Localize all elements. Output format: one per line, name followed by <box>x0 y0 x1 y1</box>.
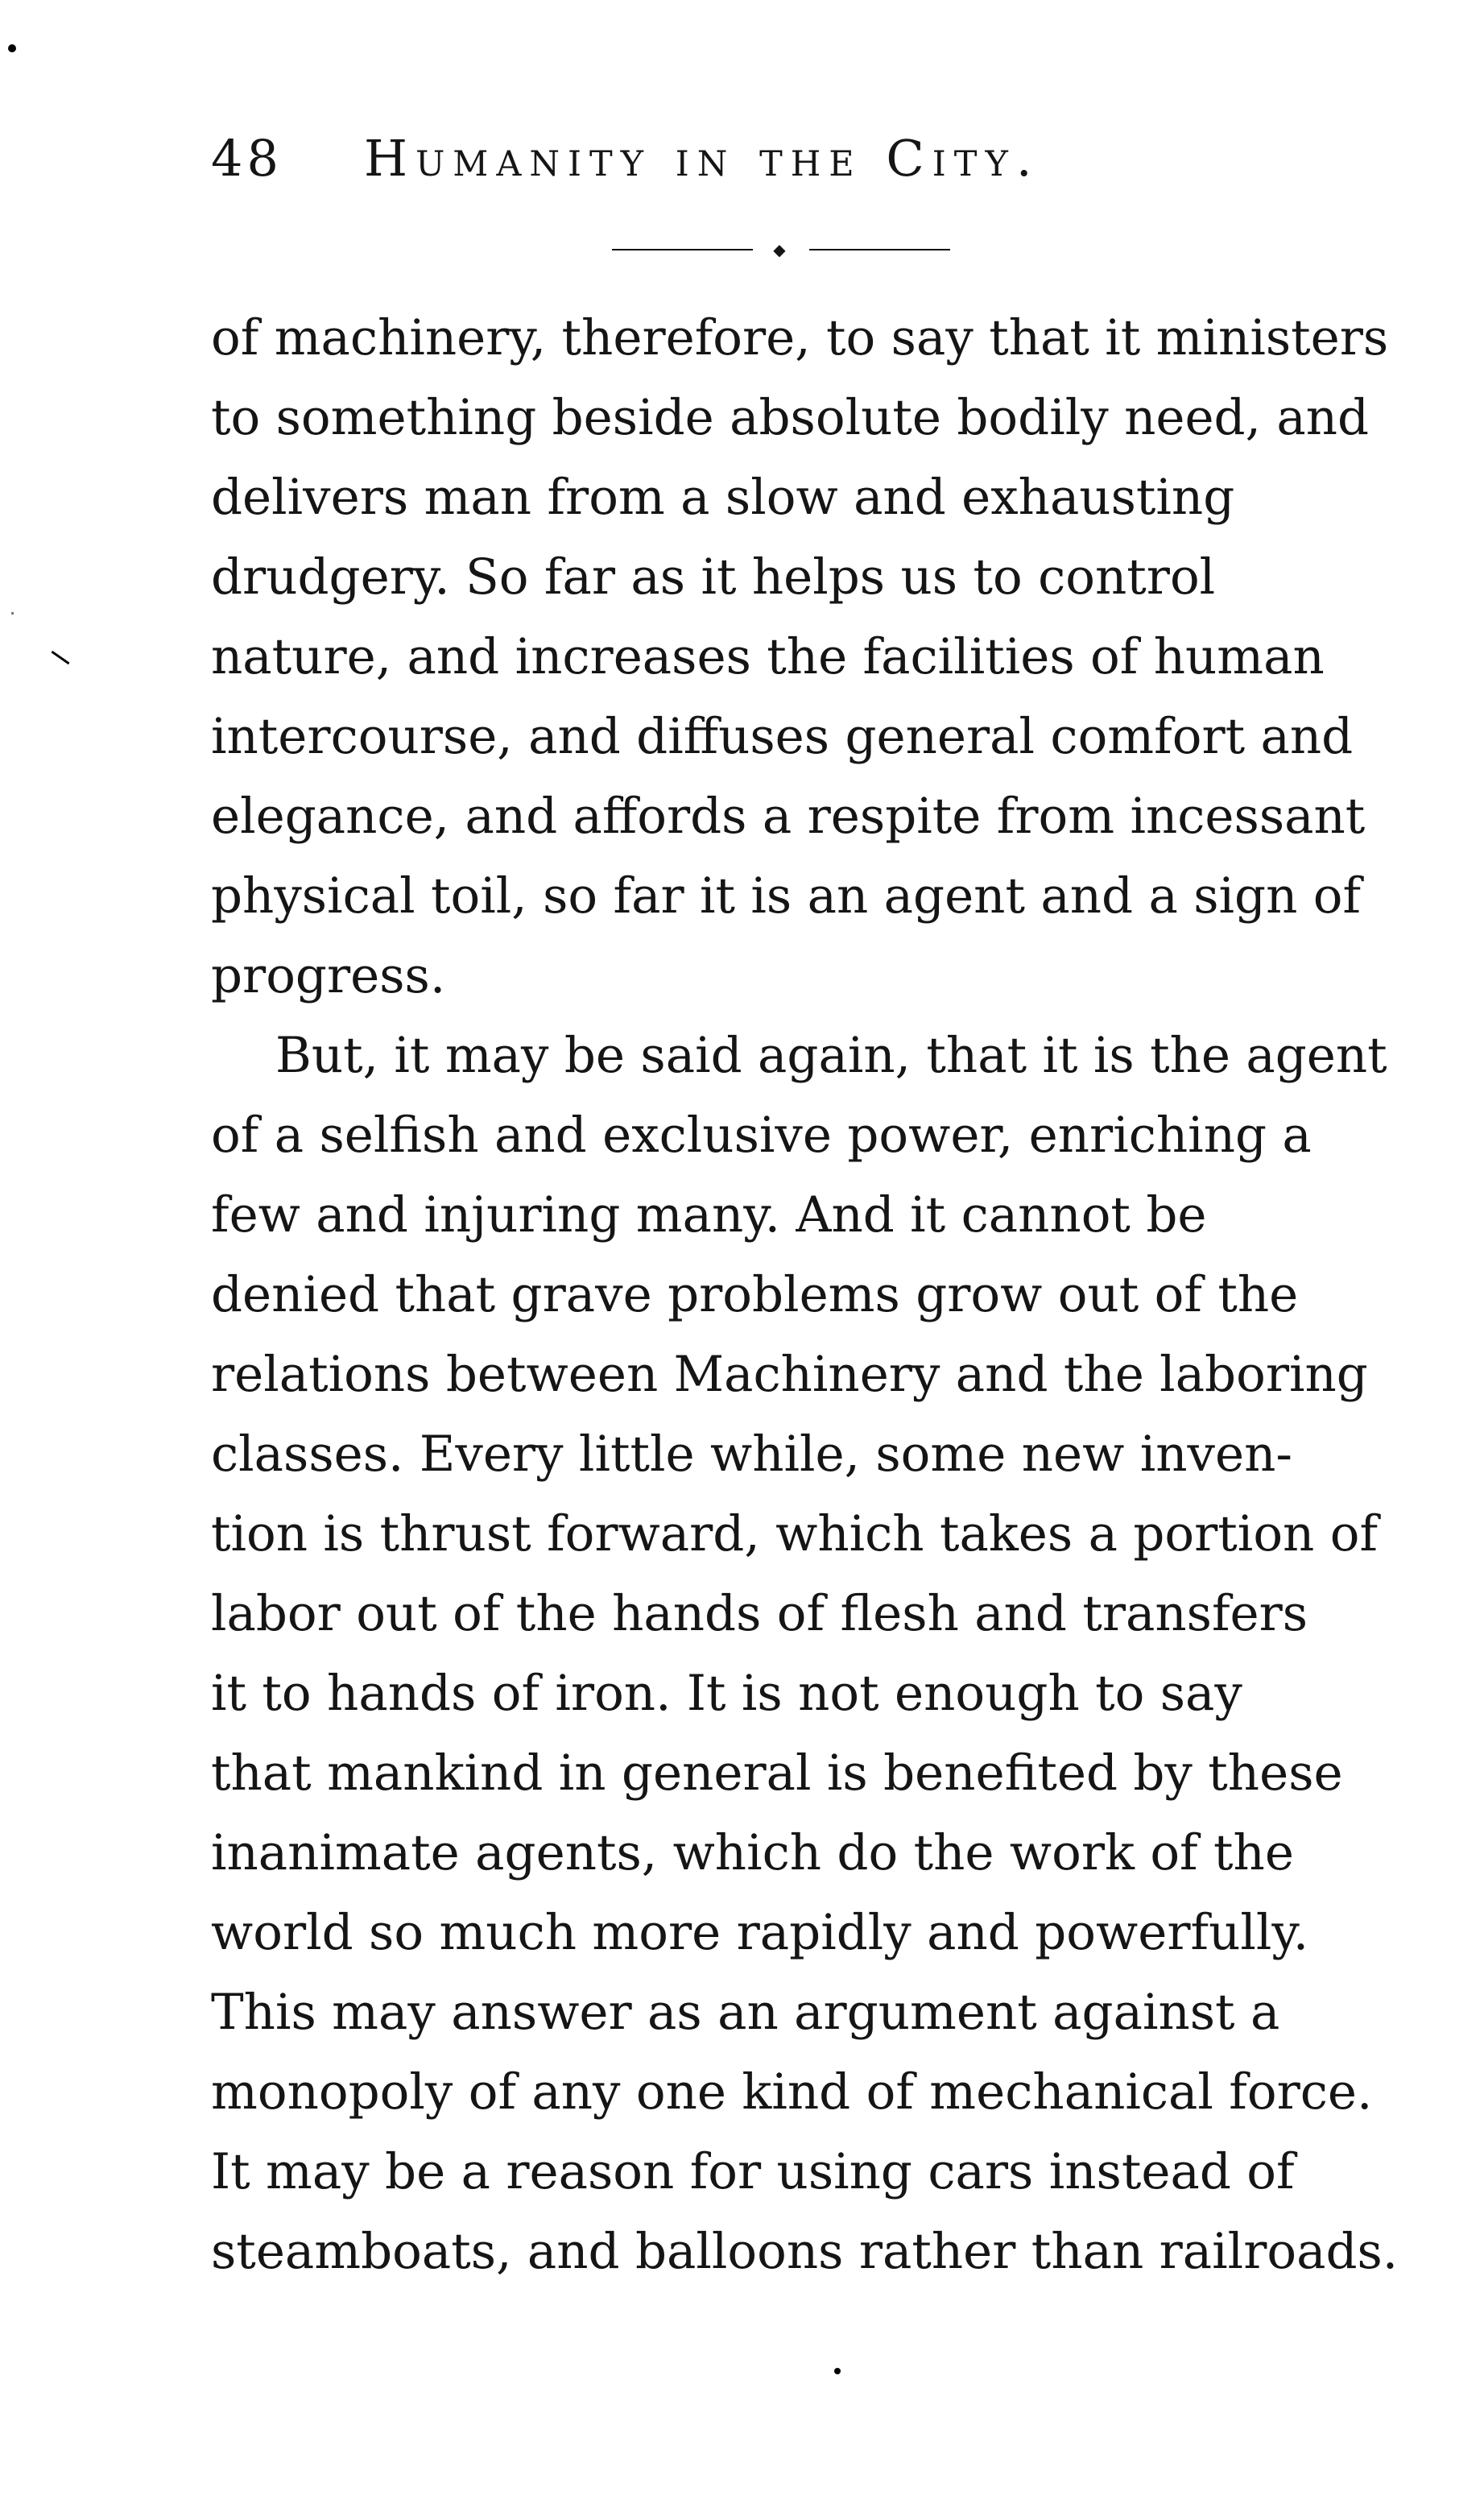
text-line-21: world so much more rapidly and powerfully. <box>211 1904 1309 1961</box>
text-line-22: This may answer as an argument against a <box>211 1984 1280 2041</box>
scan-mark-left <box>51 651 69 664</box>
text-line-24: It may be a reason for using cars instead of <box>211 2143 1295 2200</box>
scan-speck-bottom <box>834 2368 841 2374</box>
header-ornament <box>612 240 950 259</box>
text-line-18: it to hands of iron. It is not enough to say <box>211 1665 1242 1722</box>
text-line-2: to something beside absolute bodily need, and <box>211 389 1370 446</box>
page-text <box>211 298 1399 2291</box>
text-line-1: of machinery, therefore, to say that it ministers <box>211 309 1389 366</box>
text-line-15: classes. Every little while, some new inven- <box>211 1426 1292 1483</box>
text-line-12: few and injuring many. And it cannot be <box>211 1186 1207 1244</box>
scan-speck-top-left <box>8 44 16 52</box>
text-line-10: But, it may be said again, that it is the agent <box>275 1027 1387 1084</box>
text-line-13: denied that grave problems grow out of the <box>211 1266 1299 1323</box>
text-line-25: steamboats, and balloons rather than railroads. <box>211 2223 1399 2280</box>
text-line-19: that mankind in general is benefited by these <box>211 1745 1343 1802</box>
text-line-8: physical toil, so far it is an agent and a sign of <box>211 867 1362 925</box>
running-header <box>211 129 1209 193</box>
scan-speck-left <box>11 612 14 615</box>
text-line-17: labor out of the hands of flesh and transfers <box>211 1585 1308 1642</box>
ornament-right-rule <box>809 249 950 250</box>
text-line-7: elegance, and affords a respite from incessant <box>211 788 1366 845</box>
text-line-20: inanimate agents, which do the work of the <box>211 1824 1294 1881</box>
text-line-23: monopoly of any one kind of mechanical force. <box>211 2063 1373 2121</box>
text-line-14: relations between Machinery and the laboring <box>211 1346 1368 1403</box>
ornament-diamond-icon: ◆ <box>773 240 786 259</box>
text-line-16: tion is thrust forward, which takes a portion of <box>211 1505 1379 1562</box>
text-line-6: intercourse, and diffuses general comfort and <box>211 708 1354 765</box>
running-title: Humanity in the City. <box>364 129 1040 188</box>
ornament-left-rule <box>612 249 753 250</box>
text-line-9: progress. <box>211 947 446 1004</box>
page-number: 48 <box>211 129 283 188</box>
text-line-11: of a selfish and exclusive power, enriching a <box>211 1107 1312 1164</box>
text-line-5: nature, and increases the facilities of human <box>211 628 1325 685</box>
text-line-3: delivers man from a slow and exhausting <box>211 469 1235 526</box>
text-line-4: drudgery. So far as it helps us to control <box>211 548 1216 606</box>
